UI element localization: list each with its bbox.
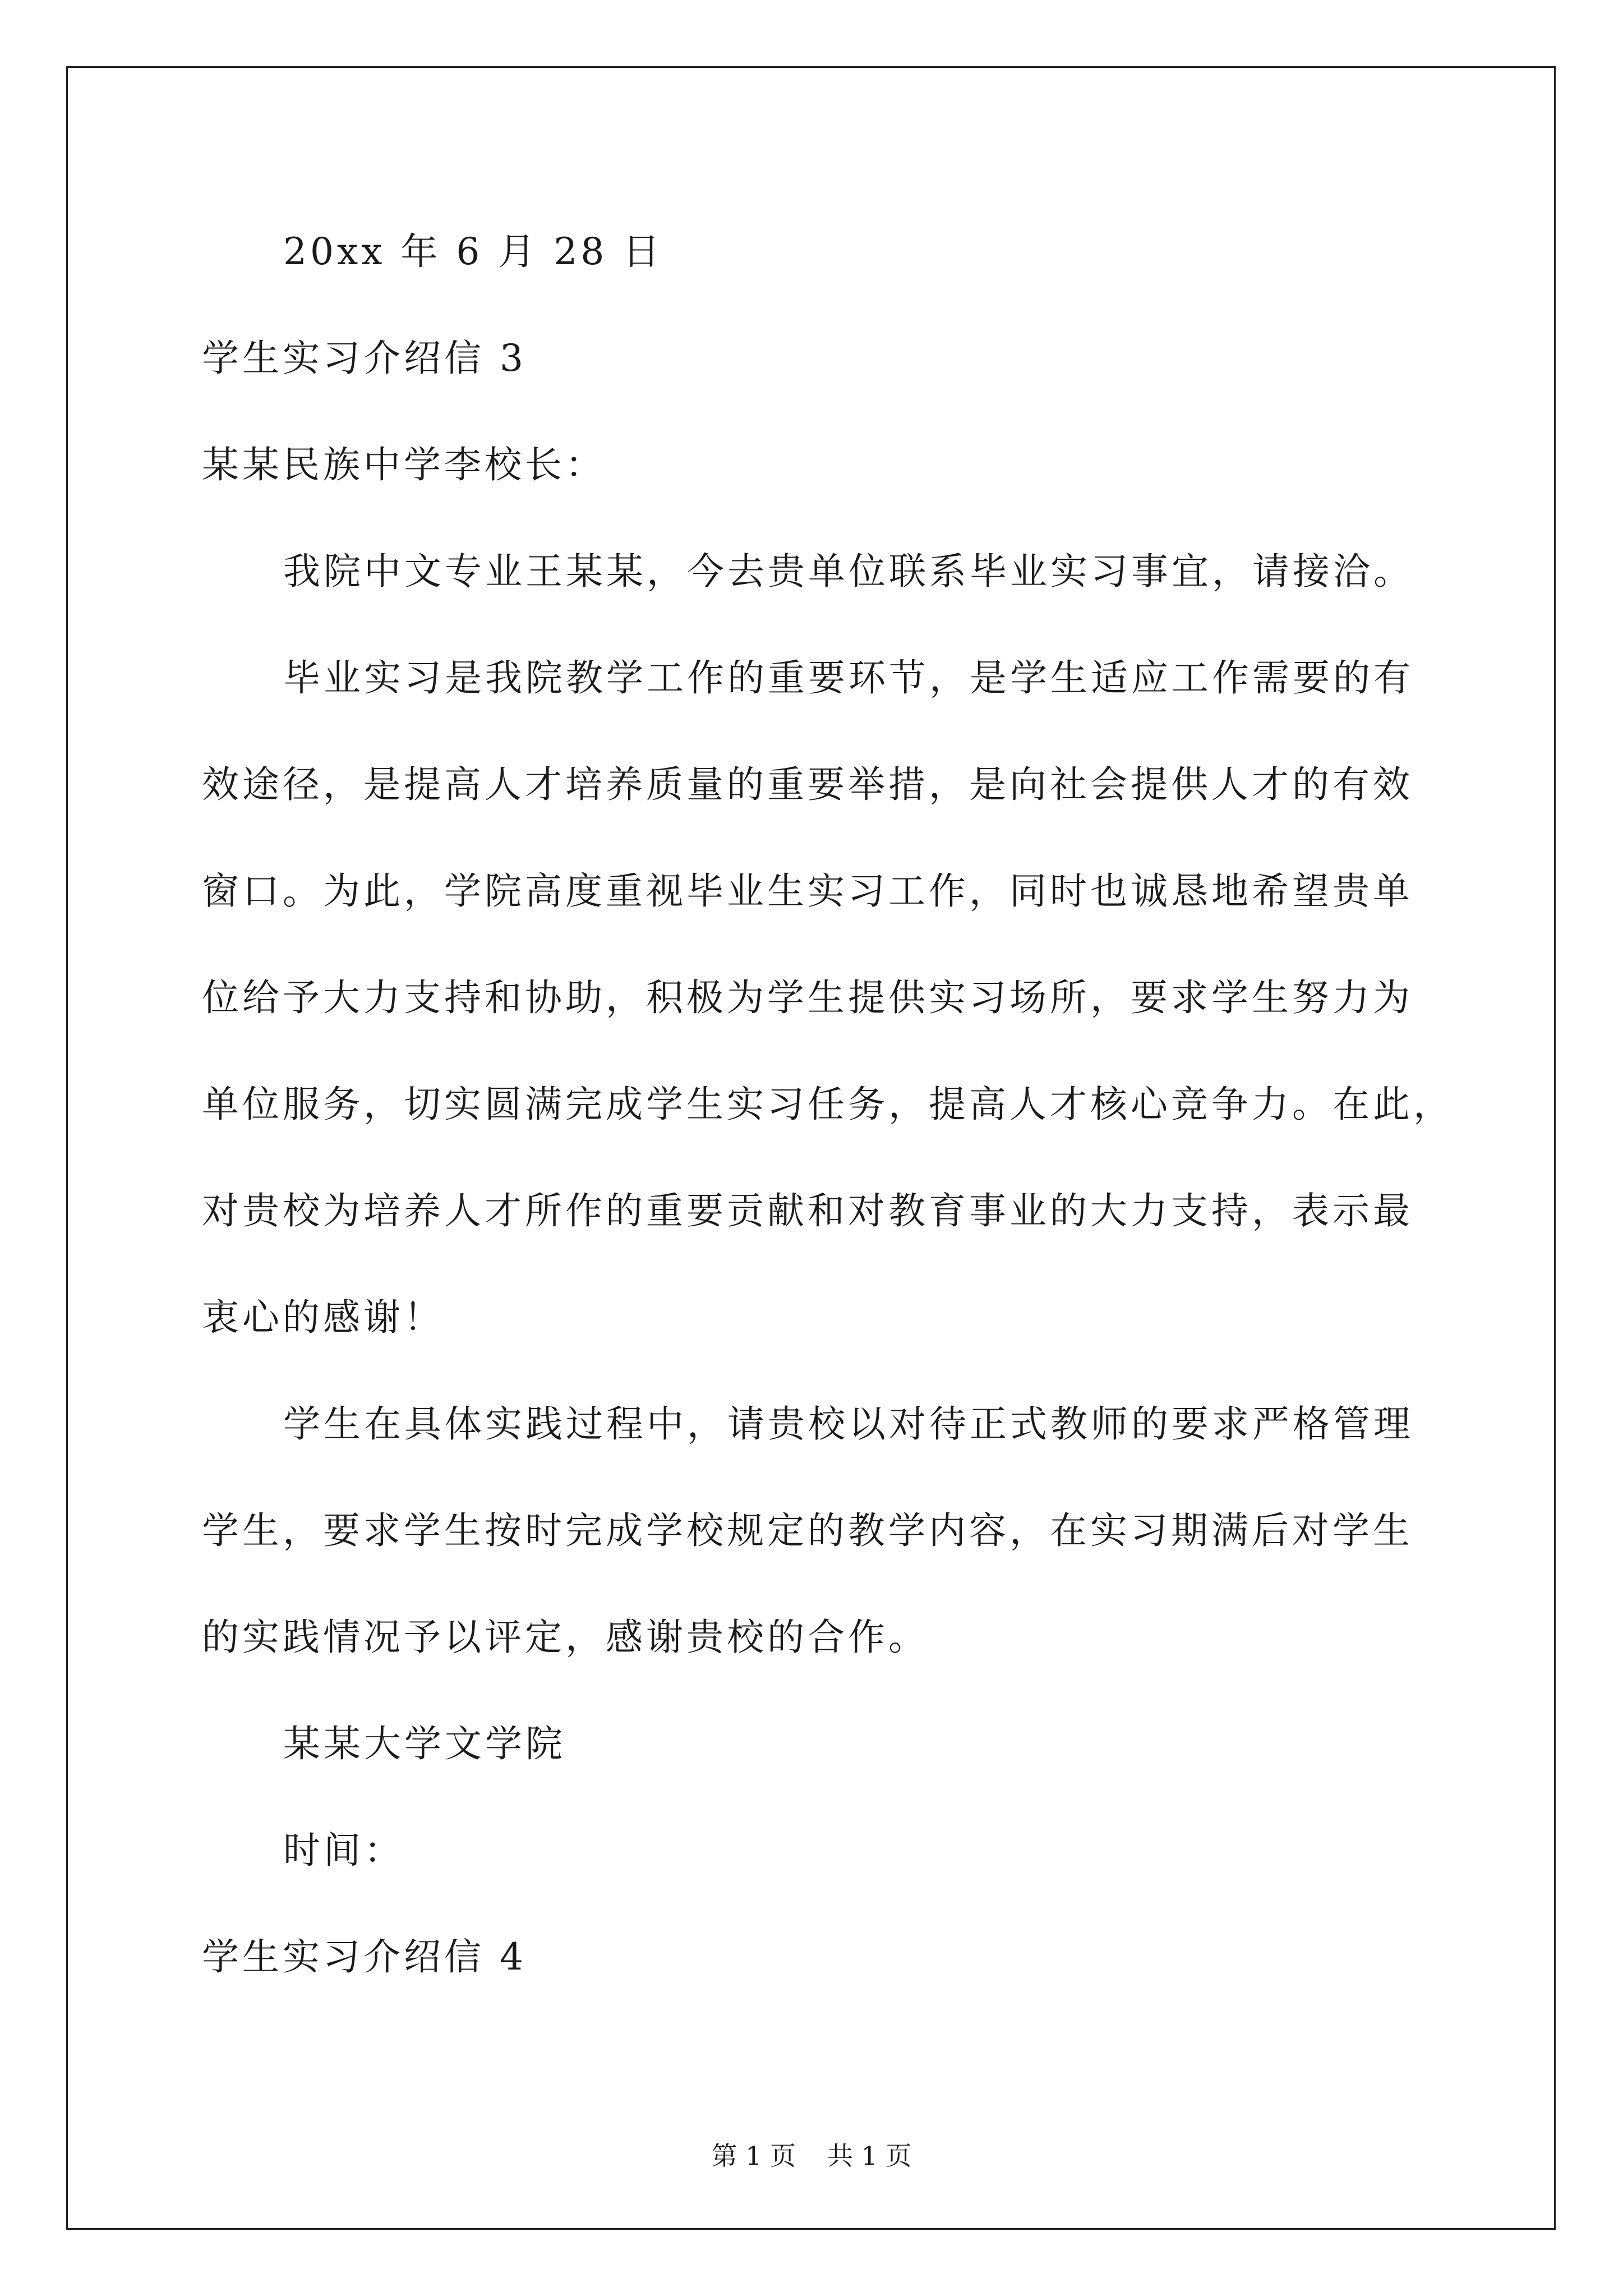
paragraph-3-line: 的实践情况予以评定，感谢贵校的合作。 <box>202 1616 929 1659</box>
salutation: 某某民族中学李校长： <box>202 443 606 486</box>
paragraph-2-line: 效途径，是提高人才培养质量的重要举措，是向社会提供人才的有效 <box>202 763 1413 806</box>
time-label: 时间： <box>283 1829 404 1872</box>
paragraph-2-line: 单位服务，切实圆满完成学生实习任务，提高人才核心竞争力。在此， <box>202 1083 1454 1126</box>
page-number-current: 第 1 页 <box>711 2141 796 2171</box>
paragraph-2-line: 对贵校为培养人才所作的重要贡献和对教育事业的大力支持，表示最 <box>202 1189 1413 1232</box>
page-number-total: 共 1 页 <box>827 2141 912 2171</box>
page-footer <box>0 2143 1623 2169</box>
paragraph-2-line: 窗口。为此，学院高度重视毕业生实习工作，同时也诚恳地希望贵单 <box>202 869 1413 913</box>
paragraph-3-line: 学生，要求学生按时完成学校规定的教学内容，在实习期满后对学生 <box>202 1509 1413 1552</box>
date-line: 20xx 年 6 月 28 日 <box>283 230 663 273</box>
signature: 某某大学文学院 <box>283 1722 566 1765</box>
paragraph-3-line: 学生在具体实践过程中，请贵校以对待正式教师的要求严格管理 <box>283 1402 1414 1446</box>
paragraph-2-line: 衷心的感谢！ <box>202 1296 444 1339</box>
page-border <box>66 66 1556 2230</box>
paragraph-1: 我院中文专业王某某，今去贵单位联系毕业实习事宜，请接洽。 <box>283 550 1414 593</box>
letter-heading-3: 学生实习介绍信 3 <box>202 337 527 380</box>
paragraph-2-line: 毕业实习是我院教学工作的重要环节，是学生适应工作需要的有 <box>283 656 1414 700</box>
letter-heading-4: 学生实习介绍信 4 <box>202 1935 527 1978</box>
paragraph-2-line: 位给予大力支持和协助，积极为学生提供实习场所，要求学生努力为 <box>202 976 1413 1019</box>
